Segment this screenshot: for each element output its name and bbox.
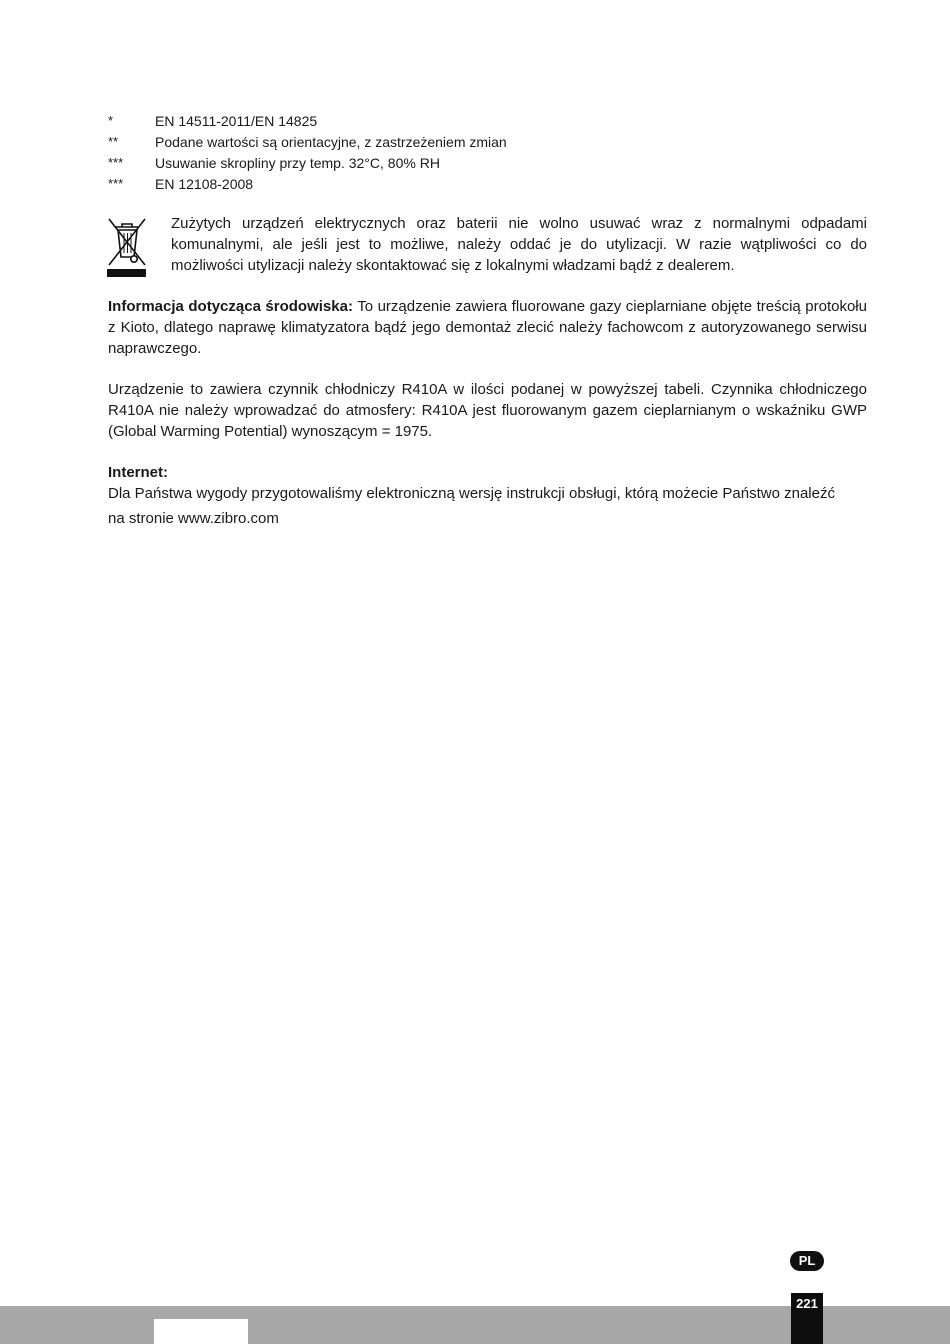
environment-info bbox=[108, 296, 867, 359]
footnote-item bbox=[108, 110, 868, 131]
footnote-item bbox=[108, 131, 868, 152]
crossed-bin-icon bbox=[107, 215, 147, 279]
footnote-text: Podane wartości są orientacyjne, z zastrzeżeniem zmian bbox=[155, 133, 507, 150]
internet-heading: Internet: bbox=[108, 464, 168, 481]
internet-text: Dla Państwa wygody przygotowaliśmy elektroniczną wersję instrukcji obsługi, którą możecie Państwo znaleźć bbox=[108, 485, 835, 502]
footnote-mark: *** bbox=[108, 176, 124, 191]
footnote-mark: *** bbox=[108, 155, 124, 170]
footnotes bbox=[108, 110, 868, 194]
weee-text: Zużytych urządzeń elektrycznych oraz baterii nie wolno usuwać wraz z normalnymi odpadami komunalnymi, ale jeśli jest to możliwe, należy oddać je do utylizacji. W razie wątpliwości co do możliwości utylizacji należy skontaktować się z lokalnymi władzami bądź z dealerem. bbox=[171, 215, 867, 274]
footnote-item bbox=[108, 173, 868, 194]
internet-url-line: na stronie www.zibro.com bbox=[108, 510, 279, 527]
environment-text: To urządzenie zawiera fluorowane gazy cieplarniane objęte treścią protokołu z Kioto, dlatego naprawę klimatyzatora bądź jego demontaż zlecić należy fachowcom z autoryzowanego serwisu naprawczego. bbox=[108, 298, 867, 357]
weee-notice bbox=[107, 213, 867, 276]
footer-tab bbox=[154, 1319, 248, 1344]
environment-label: Informacja dotycząca środowiska: bbox=[108, 298, 353, 315]
footnote-mark: * bbox=[108, 113, 114, 128]
footnote-mark: ** bbox=[108, 134, 119, 149]
refrigerant-info: Urządzenie to zawiera czynnik chłodniczy R410A w ilości podanej w powyższej tabeli. Czynnika chłodniczego R410A nie należy wprowadzać do atmosfery: R410A jest fluorowanym gazem cieplarnianym o wskaźniku GWP (Global Warming Potential) wynoszącym = 1975. bbox=[108, 381, 867, 440]
footnote-item bbox=[108, 152, 868, 173]
footnote-text: EN 12108-2008 bbox=[155, 175, 254, 192]
footnote-text: EN 14511-2011/EN 14825 bbox=[155, 112, 318, 129]
language-badge: PL bbox=[790, 1251, 824, 1271]
footnote-text: Usuwanie skropliny przy temp. 32°C, 80% RH bbox=[155, 154, 440, 171]
page-number: 221 bbox=[791, 1293, 823, 1344]
internet-section bbox=[108, 462, 867, 534]
